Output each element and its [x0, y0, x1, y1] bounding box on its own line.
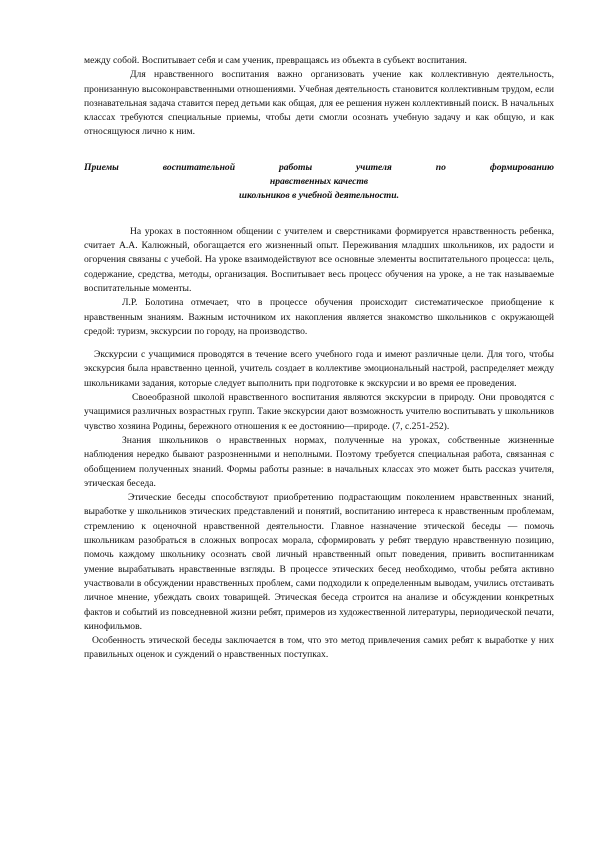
paragraph-excursions: Экскурсии с учащимися проводятся в течение всего учебного года и имеют различные цели. Для того, чтобы экскурсия была нравственно ценной, учитель создает в коллективе эмоциональный настрой, распределяет между школьниками задания, которые следует выполнить при подготовке к экскурсии и во время ее проведения.	[84, 349, 554, 389]
paragraph-collective-learning: Для нравственного воспитания важно организовать учение как коллективную деятельность, пронизанную высоконравственными отношениями. Учебная деятельность становится коллективным трудом, если познавательная задача ставится перед детьми как общая, для ее решения нужен коллективный поиск. В начальных классах требуются специальные приемы, чтобы дети смогли осознать учебную задачу и как общую, и как относящуюся лично к ним.	[84, 69, 554, 138]
paragraph-feature: Особенность этической беседы заключается в том, что это метод привлечения самих ребят к выработке у них правильных оценок и суждений о нравственных поступках.	[84, 635, 554, 661]
paragraph-continued: между собой. Воспитывает себя и сам ученик, превращаясь из объекта в субъект воспитания.	[84, 55, 467, 66]
paragraph-ethical-talks: Этические беседы способствуют приобретению подрастающим поколением нравственных знаний, выработке у школьников этических представлений и понятий, воспитанию интереса к нравственным проблемам, стремлению к оценочной нравственной деятельности. Главное назначение этической беседы — помочь школьникам разобраться в сложных вопросах морала, сформировать у ребят твердую нравственную позицию, помочь каждому школьнику осознать свой личный нравственный опыт поведения, привить воспитанникам умение вырабатывать нравственные взгляды. В процессе этических бесед необходимо, чтобы ребята активно участвовали в обсуждении нравственных проблем, сами подходили к определенным выводам, учились отстаивать личное мнение, убеждать своих товарищей. Этическая беседа строится на анализе и обсуждении конкретных фактов и событий из повседневной жизни ребят, примеров из художественной литературы, периодической печати, кинофильмов.	[84, 492, 554, 632]
document-page	[84, 54, 554, 663]
heading-line-2: нравственных качеств	[269, 175, 369, 187]
heading-line-3: школьников в учебной деятельности.	[239, 189, 399, 201]
section-heading	[84, 161, 554, 203]
paragraph-knowledge: Знания школьников о нравственных нормах, полученные на уроках, собственные жизненные наблюдения нередко бывают разрозненными и неполными. Поэтому требуется специальная работа, связанная с обобщением полученных знаний. Формы работы разные: в начальных классах это может быть рассказ учителя, этическая беседа.	[84, 434, 554, 489]
paragraph-bolotina: Л.Р. Болотина отмечает, что в процессе обучения происходит систематическое приобщение к нравственным знаниям. Важным источником их накопления является знакомство школьников с окружающей средой: туризм, экскурсии по городу, на производство.	[84, 297, 554, 337]
heading-line-1: Приемы воспитательной работы учителя по формированию	[84, 161, 554, 173]
paragraph-nature-excursions: Своеобразной школой нравственного воспитания являются экскурсии в природу. Они проводятся с учащимися различных возрастных групп. Такие экскурсии дают возможность учителю воспитывать у школьников чувство хозяина Родины, бережного отношения к ее достоянию—природе. (7, с.251-252).	[84, 392, 554, 432]
paragraph-lessons: На уроках в постоянном общении с учителем и сверстниками формируется нравственность ребенка, считает А.А. Калюжный, обогащается его жизненный опыт. Переживания младших школьников, их радости и огорчения связаны с учебой. На уроке взаимодействуют все основные элементы воспитательного процесса: цель, содержание, средства, методы, организация. Воспитывает весь процесс обучения на уроке, а не так называемые воспитательные моменты.	[84, 225, 554, 294]
